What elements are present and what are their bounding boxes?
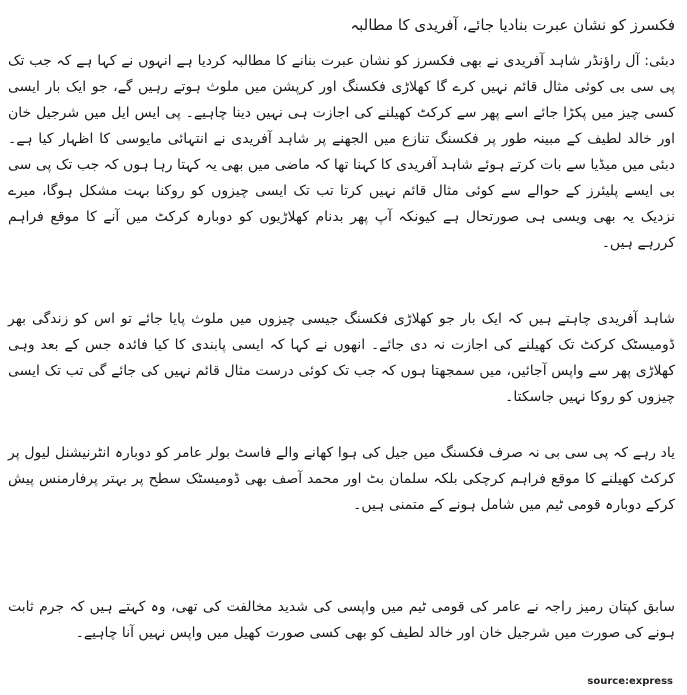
article-paragraph: شاہد آفریدی چاہتے ہیں کہ ایک بار جو کھلاڑی فکسنگ جیسی چیزوں میں ملوث پایا جائے تو اس کو زندگی بھر ڈومیسٹک کرکٹ تک کھیلنے کی اجازت نہ دی جائے۔ انھوں نے کہا کہ ایسی پابندی کا کیا فائدہ جس کے بعد وہی کھلاڑی پھر سے واپس آجائیں، میں سمجھتا ہوں کہ جب تک کوئی درست مثال قائم نہیں کی جائے گی تب تک ایسی چیزوں کو روکا نہیں جاسکتا۔: [8, 311, 675, 405]
source-credit: source:express: [587, 676, 673, 687]
news-article: [8, 6, 679, 689]
article-paragraph: سابق کپتان رمیز راجہ نے عامر کی قومی ٹیم میں واپسی کی شدید مخالفت کی تھی، وہ کہتے ہیں کہ جرم ثابت ہونے کی صورت میں شرجیل خان اور خالد لطیف کو بھی کسی صورت کھیل میں واپس نہیں آنا چاہیے۔: [8, 599, 675, 641]
article-paragraph: یاد رہے کہ پی سی بی نہ صرف فکسنگ میں جیل کی ہوا کھانے والے فاسٹ بولر عامر کو دوبارہ انٹرنیشنل لیول پر کرکٹ کھیلنے کا موقع فراہم کرچکی بلکہ سلمان بٹ اور محمد آصف بھی ڈومیسٹک سطح پر بہتر پرفارمنس پیش کرکے دوبارہ قومی ٹیم میں شامل ہونے کے متمنی ہیں۔: [8, 445, 675, 513]
article-paragraph: دبئی: آل راؤنڈر شاہد آفریدی نے بھی فکسرز کو نشان عبرت بنانے کا مطالبہ کردیا ہے انہوں نے کہا ہے کہ جب تک پی سی بی کوئی مثال قائم نہیں کرے گا کھلاڑی فکسنگ اور کرپشن میں ملوث ہوتے رہیں گے، جو ایک بار ایسی کسی چیز میں پکڑا جائے اسے پھر سے کرکٹ کھیلنے کی اجازت ہی نہیں دینا چاہیے۔ پی ایس ایل میں شرجیل خان اور خالد لطیف کے مبینہ طور پر فکسنگ تنازع میں الجھنے پر شاہد آفریدی نے انتہائی مایوسی کا اظہار کیا ہے۔ دبئی میں میڈیا سے بات کرتے ہوئے شاہد آفریدی کا کہنا تھا کہ ماضی میں بھی یہ کہتا رہا ہوں کہ جب تک پی سی بی ایسے پلیئرز کے حوالے سے کوئی مثال قائم نہیں کرتا تب تک ایسی چیزوں کو روکنا بہت مشکل ہوگا، میرے نزدیک یہ بھی ویسی ہی صورتحال ہے کیونکہ آپ پھر بدنام کھلاڑیوں کو دوبارہ کرکٹ میں آنے کا موقع فراہم کررہے ہیں۔: [8, 53, 676, 251]
article-headline: فکسرز کو نشان عبرت بنادیا جائے، آفریدی کا مطالبہ: [350, 16, 675, 34]
